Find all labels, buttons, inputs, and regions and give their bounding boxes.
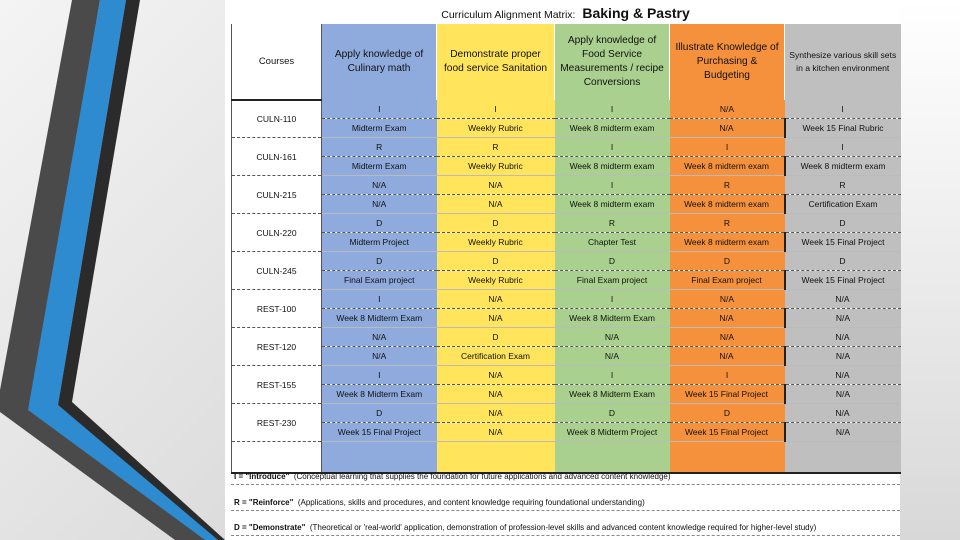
level-cell: I <box>555 100 670 119</box>
assessment-cell: Week 15 Final Project <box>322 423 437 442</box>
assessment-cell: N/A <box>437 195 555 214</box>
level-cell: N/A <box>437 290 555 309</box>
table-row-assessment <box>232 309 901 328</box>
table-row <box>232 100 901 119</box>
table-row-assessment <box>232 119 901 138</box>
level-cell: N/A <box>785 328 901 347</box>
table-row <box>232 176 901 195</box>
assessment-cell: Week 15 Final Project <box>785 233 901 252</box>
assessment-cell: Week 15 Final Project <box>670 385 785 404</box>
assessment-cell: Week 8 Midterm Exam <box>322 309 437 328</box>
assessment-cell: Week 8 midterm exam <box>555 195 670 214</box>
assessment-cell: Midterm Project <box>322 233 437 252</box>
level-cell: R <box>670 214 785 233</box>
table-row <box>232 404 901 423</box>
level-cell: D <box>437 328 555 347</box>
level-cell: N/A <box>785 404 901 423</box>
table-row <box>232 328 901 347</box>
assessment-cell: N/A <box>555 347 670 366</box>
level-cell: N/A <box>670 328 785 347</box>
level-cell: N/A <box>785 366 901 385</box>
level-cell: N/A <box>322 328 437 347</box>
assessment-cell: Week 15 Final Rubric <box>785 119 901 138</box>
assessment-cell: N/A <box>670 347 785 366</box>
table-row <box>232 138 901 157</box>
course-code: CULN-161 <box>232 138 322 176</box>
level-cell: D <box>785 252 901 271</box>
assessment-cell: Week 8 Midterm Exam <box>555 385 670 404</box>
level-cell: R <box>670 176 785 195</box>
table-row-assessment <box>232 347 901 366</box>
legend-key: R = "Reinforce" <box>234 498 294 507</box>
assessment-cell: Final Exam project <box>670 271 785 290</box>
level-cell: D <box>322 404 437 423</box>
level-cell: I <box>785 100 901 119</box>
assessment-cell: Midterm Exam <box>322 119 437 138</box>
assessment-cell: Week 8 midterm exam <box>555 157 670 176</box>
level-cell: R <box>437 138 555 157</box>
course-code: CULN-220 <box>232 214 322 252</box>
assessment-cell: N/A <box>785 347 901 366</box>
assessment-cell: N/A <box>437 309 555 328</box>
course-code: REST-120 <box>232 328 322 366</box>
document-title <box>231 2 900 24</box>
assessment-cell: Week 8 midterm exam <box>670 157 785 176</box>
assessment-cell: N/A <box>785 423 901 442</box>
level-cell: I <box>437 100 555 119</box>
table-row <box>232 366 901 385</box>
table-row-assessment <box>232 233 901 252</box>
level-cell: D <box>437 214 555 233</box>
level-cell: I <box>555 290 670 309</box>
level-cell: I <box>785 138 901 157</box>
header-purchasing: Illustrate Knowledge of Purchasing & Budgeting <box>670 24 785 100</box>
legend-key: I = "Introduce" <box>234 472 290 481</box>
level-cell: D <box>670 252 785 271</box>
level-cell: I <box>322 100 437 119</box>
table-row-assessment <box>232 271 901 290</box>
assessment-cell: Week 8 midterm exam <box>555 119 670 138</box>
legend-demonstrate <box>231 519 900 536</box>
legend-reinforce <box>231 494 900 511</box>
header-courses: Courses <box>232 24 322 100</box>
course-code: CULN-245 <box>232 252 322 290</box>
assessment-cell: N/A <box>437 423 555 442</box>
table-row-assessment <box>232 385 901 404</box>
level-cell: R <box>555 214 670 233</box>
table-row-assessment <box>232 423 901 442</box>
decorative-stripes <box>0 0 240 540</box>
assessment-cell: N/A <box>670 119 785 138</box>
assessment-cell: N/A <box>322 195 437 214</box>
assessment-cell: Week 8 Midterm Exam <box>322 385 437 404</box>
level-cell: I <box>670 138 785 157</box>
course-code: REST-100 <box>232 290 322 328</box>
level-cell: I <box>555 176 670 195</box>
level-cell: D <box>785 214 901 233</box>
assessment-cell: Week 8 Midterm Project <box>555 423 670 442</box>
assessment-cell: Weekly Rubric <box>437 271 555 290</box>
assessment-cell: Final Exam project <box>322 271 437 290</box>
header-synthesize: Synthesize various skill sets in a kitchen environment <box>785 24 901 100</box>
matrix-body <box>232 100 901 473</box>
slide-background-right <box>900 0 960 540</box>
level-cell: D <box>555 404 670 423</box>
table-row-assessment <box>232 157 901 176</box>
header-row <box>232 24 901 100</box>
level-cell: D <box>437 252 555 271</box>
course-code: CULN-215 <box>232 176 322 214</box>
table-row-assessment <box>232 195 901 214</box>
assessment-cell: N/A <box>437 385 555 404</box>
assessment-cell: N/A <box>785 385 901 404</box>
level-cell: I <box>670 366 785 385</box>
header-sanitation: Demonstrate proper food service Sanitation <box>437 24 555 100</box>
level-cell: N/A <box>670 100 785 119</box>
level-cell: I <box>322 366 437 385</box>
assessment-cell: Week 8 midterm exam <box>670 195 785 214</box>
alignment-table <box>231 24 901 474</box>
level-cell: N/A <box>322 176 437 195</box>
title-program: Baking & Pastry <box>582 5 690 21</box>
assessment-cell: Certification Exam <box>785 195 901 214</box>
assessment-cell: Weekly Rubric <box>437 119 555 138</box>
assessment-cell: N/A <box>785 309 901 328</box>
level-cell: I <box>322 290 437 309</box>
table-row <box>232 290 901 309</box>
legend-text: (Applications, skills and procedures, and content knowledge requiring foundational understanding) <box>297 498 645 507</box>
level-cell: D <box>670 404 785 423</box>
assessment-cell: Weekly Rubric <box>437 233 555 252</box>
level-cell: I <box>555 366 670 385</box>
assessment-cell: N/A <box>670 309 785 328</box>
level-cell: D <box>555 252 670 271</box>
assessment-cell: Week 8 midterm exam <box>670 233 785 252</box>
assessment-cell: Week 8 Midterm Exam <box>555 309 670 328</box>
level-cell: N/A <box>437 404 555 423</box>
legend-key: D = "Demonstrate" <box>234 523 306 532</box>
assessment-cell: Chapter Test <box>555 233 670 252</box>
level-cell: R <box>785 176 901 195</box>
level-cell: I <box>555 138 670 157</box>
table-row <box>232 214 901 233</box>
assessment-cell: Week 15 Final Project <box>785 271 901 290</box>
assessment-cell: Final Exam project <box>555 271 670 290</box>
level-cell: N/A <box>437 366 555 385</box>
header-measurements: Apply knowledge of Food Service Measurements / recipe Conversions <box>555 24 670 100</box>
level-cell: D <box>322 214 437 233</box>
header-culinary-math: Apply knowledge of Culinary math <box>322 24 437 100</box>
assessment-cell: Certification Exam <box>437 347 555 366</box>
legend-text: (Conceptual learning that supplies the foundation for future applications and advanced content knowledge) <box>293 472 671 481</box>
assessment-cell: Midterm Exam <box>322 157 437 176</box>
legend-text: (Theoretical or 'real-world' application, demonstration of profession-level skills and advanced content knowledge required for higher-level study) <box>309 523 817 532</box>
assessment-cell: Week 15 Final Project <box>670 423 785 442</box>
level-cell: N/A <box>437 176 555 195</box>
level-cell: N/A <box>555 328 670 347</box>
assessment-cell: Week 8 midterm exam <box>785 157 901 176</box>
legend-introduce <box>231 468 900 485</box>
level-cell: D <box>322 252 437 271</box>
assessment-cell: Weekly Rubric <box>437 157 555 176</box>
level-cell: N/A <box>785 290 901 309</box>
table-row <box>232 252 901 271</box>
level-cell: R <box>322 138 437 157</box>
assessment-cell: N/A <box>322 347 437 366</box>
title-prefix: Curriculum Alignment Matrix: <box>441 9 576 21</box>
matrix-document <box>231 0 900 540</box>
course-code: CULN-110 <box>232 100 322 138</box>
course-code: REST-155 <box>232 366 322 404</box>
level-cell: N/A <box>670 290 785 309</box>
course-code: REST-230 <box>232 404 322 442</box>
